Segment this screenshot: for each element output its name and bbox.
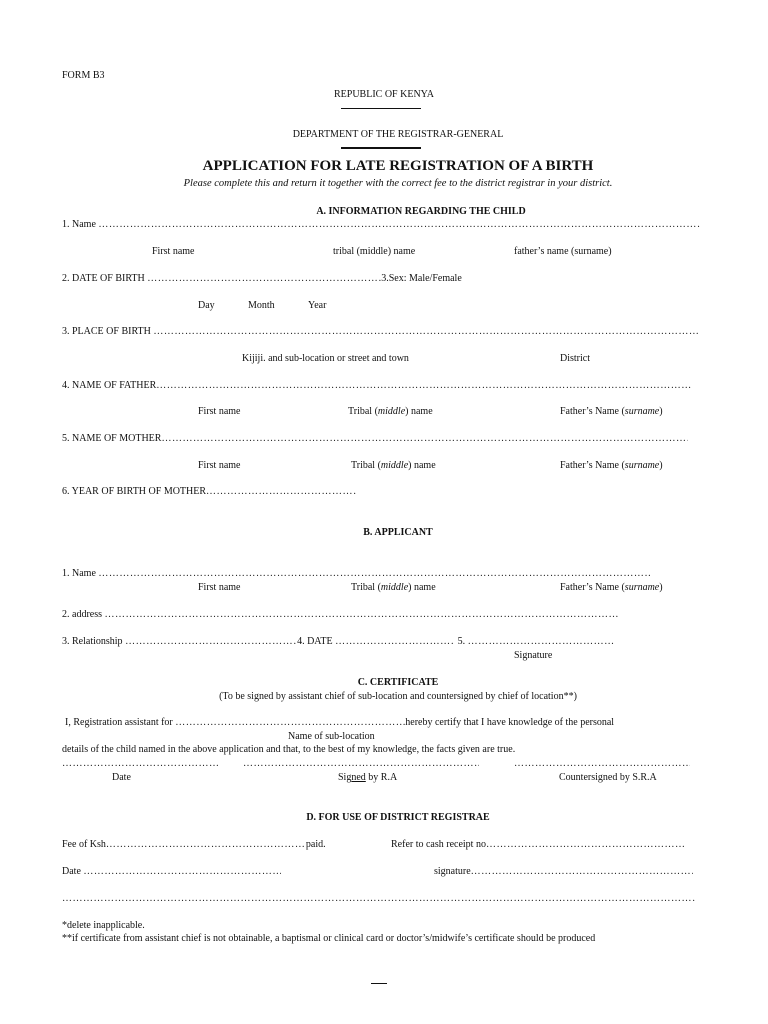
divider (341, 108, 421, 109)
father-name-field[interactable] (156, 380, 692, 392)
section-c-heading: C. CERTIFICATE (357, 677, 439, 688)
form-number: FORM B3 (62, 70, 105, 81)
certify-line (65, 717, 614, 729)
fee-label: Fee of Ksh (62, 839, 106, 850)
relationship-label: 3. Relationship (62, 636, 123, 647)
applicant-signature-field[interactable] (468, 636, 614, 648)
mother-year-field[interactable] (206, 486, 356, 498)
relationship-row (62, 636, 614, 648)
cert-sra-sign-wrap (514, 758, 690, 770)
page-title: APPLICATION FOR LATE REGISTRATION OF A BIRTH (202, 158, 594, 174)
applicant-address-row (62, 609, 619, 621)
child-first-name-caption: First name (152, 246, 195, 257)
cert-ra-signature-field[interactable] (243, 758, 479, 770)
father-tribal-name-caption: Tribal (middle) name (348, 406, 433, 417)
section-b-heading: B. APPLICANT (363, 527, 433, 538)
applicant-name-label: 1. Name (62, 568, 96, 579)
applicant-tribal-name-caption: Tribal (middle) name (351, 582, 436, 593)
pob-field[interactable] (153, 326, 698, 338)
father-surname-caption: Father’s Name (surname) (560, 406, 663, 417)
receipt-number-field[interactable] (486, 839, 686, 851)
certify-suffix: hereby certify that I have knowledge of the personal (405, 717, 615, 728)
child-surname-caption: father’s name (surname) (514, 246, 612, 257)
child-name-label: 1. Name (62, 219, 96, 230)
fee-row (62, 839, 326, 851)
applicant-surname-caption: Father’s Name (surname) (560, 582, 663, 593)
registrar-date-row (62, 866, 281, 878)
applicant-name-row (62, 568, 651, 580)
registrar-date-field[interactable] (83, 866, 281, 878)
mother-year-label: 6. YEAR OF BIRTH OF MOTHER (62, 486, 207, 497)
child-name-row (62, 219, 700, 231)
mother-first-name-caption: First name (198, 460, 241, 471)
fee-amount-field[interactable] (106, 839, 306, 851)
sub-location-caption: Name of sub-location (288, 731, 375, 742)
dob-day-caption: Day (198, 300, 215, 311)
page-footer-mark (371, 983, 387, 984)
father-name-label: 4. NAME OF FATHER (62, 380, 157, 391)
dob-year-caption: Year (308, 300, 327, 311)
dob-row (62, 273, 462, 285)
receipt-row (391, 839, 686, 851)
mother-year-row (62, 486, 356, 498)
signed-by-ra-caption: Signed by R.A (338, 772, 398, 783)
applicant-address-label: 2. address (62, 609, 102, 620)
sub-location-field[interactable] (175, 717, 405, 729)
section-c-subheading: (To be signed by assistant chief of sub-location and countersigned by chief of location**) (219, 691, 577, 702)
dob-field[interactable] (147, 273, 381, 285)
registrar-date-label: Date (62, 866, 81, 877)
pob-district-caption: District (560, 353, 590, 364)
pob-label: 3. PLACE OF BIRTH (62, 326, 151, 337)
mother-surname-caption: Father’s Name (surname) (560, 460, 663, 471)
footnote-1: *delete inapplicable. (62, 920, 145, 931)
mother-name-label: 5. NAME OF MOTHER (62, 433, 162, 444)
countersigned-caption: Countersigned by S.R.A (559, 772, 657, 783)
republic-heading: REPUBLIC OF KENYA (333, 89, 434, 100)
section-a-heading: A. INFORMATION REGARDING THE CHILD (316, 206, 526, 217)
applicant-date-label: 4. DATE (297, 636, 333, 647)
mother-tribal-name-caption: Tribal (middle) name (351, 460, 436, 471)
pob-location-caption: Kijiji. and sub-location or street and town (242, 353, 409, 364)
item-five-label: 5. (457, 636, 466, 647)
cert-ra-sign-wrap (243, 758, 479, 770)
applicant-signature-caption: Signature (514, 650, 553, 661)
applicant-date-field[interactable] (335, 636, 455, 648)
department-heading: DEPARTMENT OF THE REGISTRAR-GENERAL (292, 129, 504, 140)
certify-prefix: I, Registration assistant for (65, 717, 173, 728)
cert-sra-signature-field[interactable] (514, 758, 690, 770)
dob-label: 2. DATE OF BIRTH (62, 273, 145, 284)
remarks-field[interactable] (62, 893, 695, 905)
registrar-signature-row (434, 866, 693, 878)
cert-date-caption: Date (112, 772, 131, 783)
applicant-address-field[interactable] (105, 609, 619, 621)
remarks-row (62, 893, 695, 905)
footnote-2: **if certificate from assistant chief is not obtainable, a baptismal or clinical card or doctor’s/midwife’s certificate should be produced (62, 933, 596, 944)
father-name-row (62, 380, 692, 392)
father-first-name-caption: First name (198, 406, 241, 417)
certify-details: details of the child named in the above application and that, to the best of my knowledge, the facts given are true. (62, 744, 516, 755)
section-d-heading: D. FOR USE OF DISTRICT REGISTRAE (306, 812, 490, 823)
child-name-field[interactable] (98, 219, 700, 231)
mother-name-field[interactable] (161, 433, 688, 445)
cert-date-field[interactable] (62, 758, 218, 770)
pob-row (62, 326, 698, 338)
instructions: Please complete this and return it together with the correct fee to the district registrar in your district. (183, 178, 613, 189)
paid-label: paid. (305, 839, 326, 850)
receipt-label: Refer to cash receipt no (391, 839, 486, 850)
divider (341, 147, 421, 149)
applicant-name-field[interactable] (98, 568, 651, 580)
registrar-signature-label: signature (434, 866, 471, 877)
cert-date-field-wrap (62, 758, 218, 770)
relationship-field[interactable] (125, 636, 297, 648)
dob-month-caption: Month (248, 300, 275, 311)
applicant-first-name-caption: First name (198, 582, 241, 593)
child-tribal-name-caption: tribal (middle) name (333, 246, 416, 257)
registrar-signature-field[interactable] (471, 866, 693, 878)
sex-label: 3.Sex: Male/Female (381, 273, 462, 284)
mother-name-row (62, 433, 688, 445)
